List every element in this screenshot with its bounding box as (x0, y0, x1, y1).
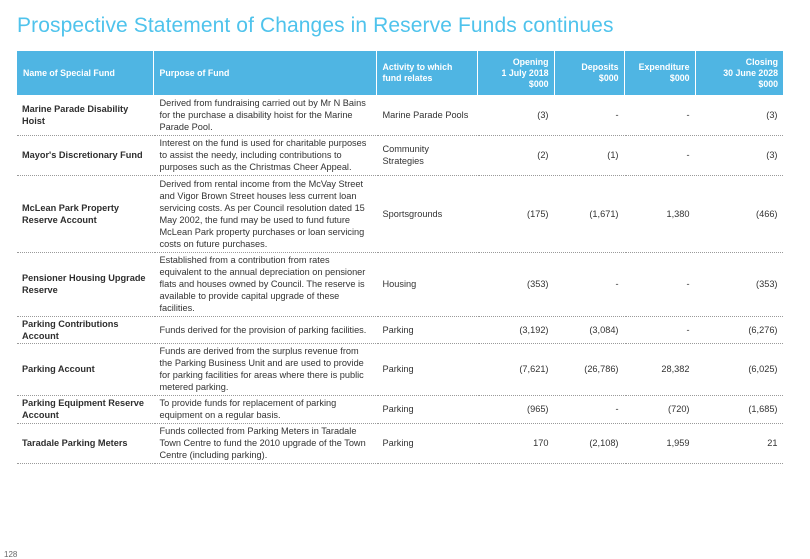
fund-name: Marine Parade Disability Hoist (17, 95, 153, 135)
fund-closing: (1,685) (695, 395, 783, 423)
fund-closing: (3) (695, 135, 783, 175)
fund-purpose: Established from a contribution from rates equivalent to the annual depreciation on pensioner flats and houses owned by Council. The reserve is available to provide capital upgrade of these facilities. (153, 252, 376, 316)
fund-deposits: (1,671) (554, 175, 624, 252)
fund-purpose: Interest on the fund is used for charitable purposes to assist the needy, including contributions to purposes such as the Christmas Cheer Appeal. (153, 135, 376, 175)
table-row (17, 252, 783, 316)
fund-purpose: Funds derived for the provision of parking facilities. (153, 316, 376, 343)
fund-expenditure: 28,382 (624, 343, 695, 395)
fund-opening: (2) (477, 135, 554, 175)
fund-opening: (353) (477, 252, 554, 316)
fund-expenditure: 1,380 (624, 175, 695, 252)
fund-deposits: - (554, 395, 624, 423)
fund-closing: 21 (695, 423, 783, 463)
fund-name: Parking Equipment Reserve Account (17, 395, 153, 423)
table-row (17, 95, 783, 135)
table-row (17, 175, 783, 252)
reserve-funds-table (17, 51, 784, 464)
fund-name: McLean Park Property Reserve Account (17, 175, 153, 252)
header-purpose: Purpose of Fund (153, 51, 376, 95)
fund-deposits: (1) (554, 135, 624, 175)
fund-deposits: (3,084) (554, 316, 624, 343)
table-header-row (17, 51, 783, 95)
fund-deposits: - (554, 252, 624, 316)
fund-purpose: To provide funds for replacement of parking equipment on a regular basis. (153, 395, 376, 423)
header-closing: Closing 30 June 2028 $000 (695, 51, 783, 95)
header-activity: Activity to which fund relates (376, 51, 477, 95)
fund-deposits: (2,108) (554, 423, 624, 463)
table-row (17, 316, 783, 343)
table-row (17, 343, 783, 395)
fund-expenditure: - (624, 95, 695, 135)
page-number: 128 (4, 550, 18, 559)
fund-purpose: Funds collected from Parking Meters in Taradale Town Centre to fund the 2010 upgrade of the Town Centre (including parking). (153, 423, 376, 463)
fund-name: Parking Account (17, 343, 153, 395)
fund-activity: Parking (376, 316, 477, 343)
fund-opening: (3) (477, 95, 554, 135)
table-row (17, 135, 783, 175)
fund-activity: Sportsgrounds (376, 175, 477, 252)
fund-purpose: Derived from rental income from the McVay Street and Vigor Brown Street houses less current loan servicing costs. As per Council resolution dated 15 May 2002, the fund may be used to fund future McLean Park property purchases or loan servicing costs on future purchases. (153, 175, 376, 252)
fund-deposits: - (554, 95, 624, 135)
header-opening: Opening 1 July 2018 $000 (477, 51, 554, 95)
fund-activity: Parking (376, 395, 477, 423)
fund-name: Parking Contributions Account (17, 316, 153, 343)
fund-purpose: Derived from fundraising carried out by Mr N Bains for the purchase a disability hoist for the Marine Parade Pool. (153, 95, 376, 135)
fund-name: Mayor's Discretionary Fund (17, 135, 153, 175)
fund-opening: (175) (477, 175, 554, 252)
fund-name: Pensioner Housing Upgrade Reserve (17, 252, 153, 316)
table-row (17, 395, 783, 423)
fund-purpose: Funds are derived from the surplus revenue from the Parking Business Unit and are used to provide for parking facilities for areas where there is public metered parking. (153, 343, 376, 395)
fund-activity: Community Strategies (376, 135, 477, 175)
fund-opening: (965) (477, 395, 554, 423)
fund-closing: (353) (695, 252, 783, 316)
header-name: Name of Special Fund (17, 51, 153, 95)
fund-activity: Parking (376, 423, 477, 463)
header-expenditure: Expenditure $000 (624, 51, 695, 95)
fund-closing: (3) (695, 95, 783, 135)
fund-opening: 170 (477, 423, 554, 463)
fund-activity: Housing (376, 252, 477, 316)
header-deposits: Deposits $000 (554, 51, 624, 95)
table-row (17, 423, 783, 463)
fund-closing: (6,025) (695, 343, 783, 395)
fund-activity: Parking (376, 343, 477, 395)
fund-deposits: (26,786) (554, 343, 624, 395)
fund-opening: (3,192) (477, 316, 554, 343)
fund-opening: (7,621) (477, 343, 554, 395)
fund-activity: Marine Parade Pools (376, 95, 477, 135)
fund-closing: (6,276) (695, 316, 783, 343)
fund-expenditure: 1,959 (624, 423, 695, 463)
fund-expenditure: - (624, 135, 695, 175)
fund-expenditure: - (624, 252, 695, 316)
fund-expenditure: - (624, 316, 695, 343)
page-title: Prospective Statement of Changes in Reserve Funds continues (17, 14, 614, 37)
fund-closing: (466) (695, 175, 783, 252)
fund-name: Taradale Parking Meters (17, 423, 153, 463)
fund-expenditure: (720) (624, 395, 695, 423)
